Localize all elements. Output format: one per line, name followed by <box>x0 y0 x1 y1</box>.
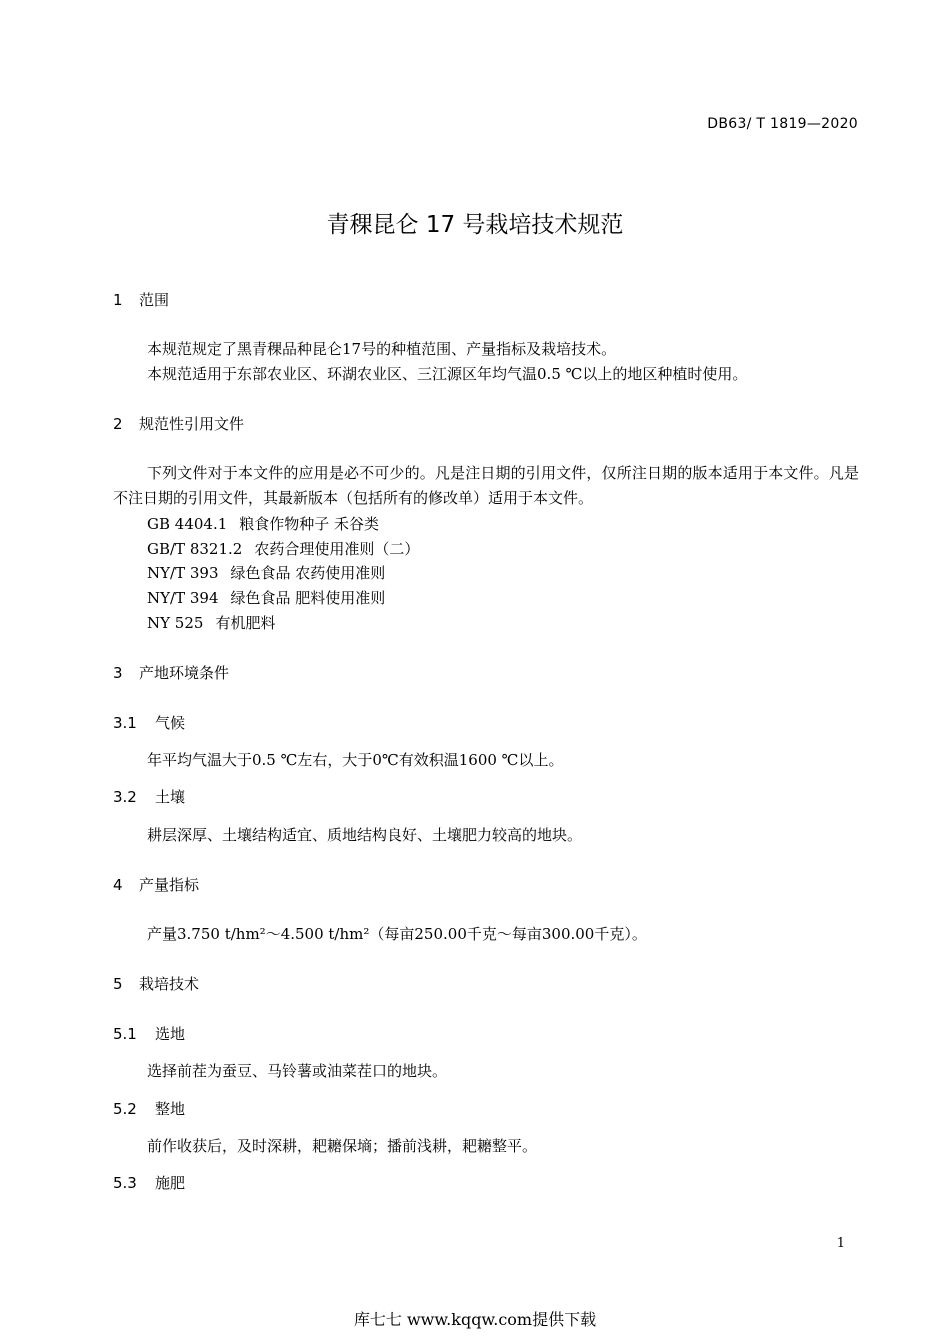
subsection-number: 5.1 <box>113 1025 137 1043</box>
subsection-number: 3.1 <box>113 714 137 732</box>
reference-name: 有机肥料 <box>215 614 276 632</box>
reference-name: 粮食作物种子 禾谷类 <box>239 515 380 533</box>
reference-code: GB/T 8321.2 <box>147 540 243 558</box>
subsection-title: 整地 <box>155 1100 186 1118</box>
reference-item <box>147 513 379 534</box>
section-3-heading <box>113 662 229 683</box>
subsection-number: 3.2 <box>113 788 137 806</box>
section-1-heading <box>113 289 169 310</box>
subsection-5-2-heading <box>113 1098 185 1119</box>
section-1-paragraph-1: 本规范规定了黑青稞品种昆仑17号的种植范围、产量指标及栽培技术。 <box>147 340 617 358</box>
page-number: 1 <box>836 1236 845 1251</box>
subsection-number: 5.2 <box>113 1100 137 1118</box>
subsection-3-2-heading <box>113 786 185 807</box>
subsection-5-3-heading <box>113 1172 185 1193</box>
reference-item <box>147 562 385 583</box>
section-number: 5 <box>113 975 123 993</box>
reference-name: 绿色食品 肥料使用准则 <box>230 589 386 607</box>
subsection-title: 施肥 <box>155 1174 186 1192</box>
subsection-3-2-text: 耕层深厚、土壤结构适宜、质地结构良好、土壤肥力较高的地块。 <box>147 826 583 844</box>
section-2-intro: 下列文件对于本文件的应用是必不可少的。凡是注日期的引用文件，仅所注日期的版本适用于本文件。凡是不注日期的引用文件，其最新版本（包括所有的修改单）适用于本文件。 <box>113 464 859 507</box>
subsection-title: 土壤 <box>155 788 186 806</box>
section-4-text: 产量3.750 t/hm²～4.500 t/hm²（每亩250.00千克～每亩300.00千克）。 <box>147 925 647 943</box>
subsection-title: 气候 <box>155 714 186 732</box>
subsection-3-1-text: 年平均气温大于0.5 ℃左右，大于0℃有效积温1600 ℃以上。 <box>147 751 564 769</box>
section-title: 规范性引用文件 <box>139 415 245 433</box>
reference-code: NY 525 <box>147 614 204 632</box>
download-footer: 库七七 www.kqqw.com提供下载 <box>353 1310 597 1329</box>
subsection-title: 选地 <box>155 1025 186 1043</box>
section-title: 产地环境条件 <box>139 664 230 682</box>
subsection-5-2-text: 前作收获后，及时深耕，耙耱保墒；播前浅耕，耙耱整平。 <box>147 1137 538 1155</box>
subsection-3-1-heading <box>113 712 185 733</box>
section-4-heading <box>113 874 199 895</box>
section-number: 1 <box>113 291 123 309</box>
section-number: 4 <box>113 876 123 894</box>
document-title: 青稞昆仑 17 号栽培技术规范 <box>326 212 624 238</box>
reference-item <box>147 538 419 559</box>
section-1-paragraph-2: 本规范适用于东部农业区、环湖农业区、三江源区年均气温0.5 ℃以上的地区种植时使用。 <box>147 365 748 383</box>
reference-code: NY/T 393 <box>147 564 219 582</box>
subsection-number: 5.3 <box>113 1174 137 1192</box>
reference-item <box>147 587 385 608</box>
section-2-heading <box>113 413 244 434</box>
reference-item <box>147 612 275 633</box>
subsection-5-1-text: 选择前茬为蚕豆、马铃薯或油菜茬口的地块。 <box>147 1062 448 1080</box>
section-number: 2 <box>113 415 123 433</box>
section-5-heading <box>113 973 199 994</box>
section-title: 产量指标 <box>139 876 200 894</box>
reference-code: GB 4404.1 <box>147 515 228 533</box>
section-number: 3 <box>113 664 123 682</box>
standard-number: DB63/ T 1819—2020 <box>707 116 858 132</box>
reference-name: 绿色食品 农药使用准则 <box>230 564 386 582</box>
reference-code: NY/T 394 <box>147 589 219 607</box>
subsection-5-1-heading <box>113 1023 185 1044</box>
section-title: 栽培技术 <box>139 975 200 993</box>
section-title: 范围 <box>139 291 170 309</box>
reference-name: 农药合理使用准则（二） <box>254 540 420 558</box>
